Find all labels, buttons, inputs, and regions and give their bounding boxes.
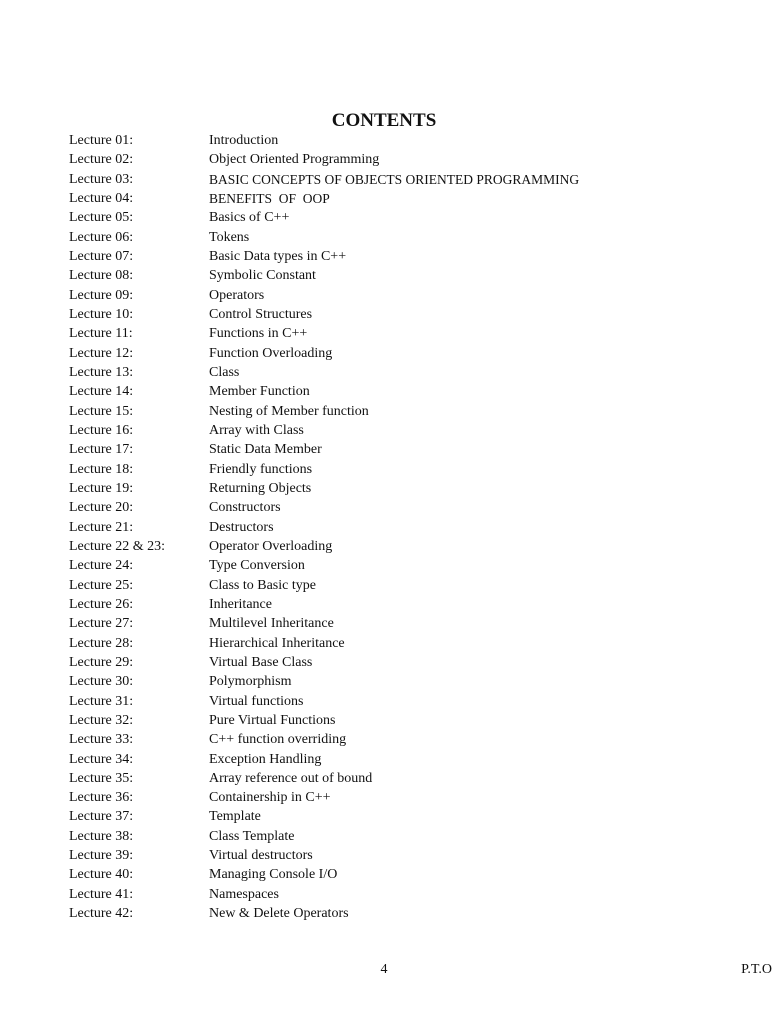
toc-row [69,421,759,440]
toc-row [69,556,759,575]
toc-row [69,885,759,904]
toc-row [69,634,759,653]
toc-row [69,614,759,633]
lecture-number: Lecture 26: [69,596,134,612]
lecture-topic: Class Template [209,828,295,844]
lecture-topic: New & Delete Operators [209,906,349,922]
lecture-topic: Operators [209,287,265,303]
toc-row [69,208,759,227]
lecture-topic: Functions in C++ [209,326,308,342]
toc-row [69,653,759,672]
lecture-topic: Tokens [209,229,250,245]
lecture-number: Lecture 24: [69,558,134,574]
toc-row [69,711,759,730]
lecture-number: Lecture 25: [69,577,134,593]
toc-row [69,750,759,769]
lecture-number: Lecture 34: [69,751,134,767]
toc-row [69,672,759,691]
lecture-topic: Template [209,809,261,825]
toc-row [69,305,759,324]
lecture-topic: Exception Handling [209,751,322,767]
toc-row [69,266,759,285]
lecture-number: Lecture 19: [69,480,134,496]
lecture-topic: Multilevel Inheritance [209,616,334,632]
lecture-topic: Virtual Base Class [209,654,313,670]
lecture-topic: Containership in C++ [209,790,331,806]
lecture-number: Lecture 33: [69,732,134,748]
lecture-topic: Object Oriented Programming [209,152,380,168]
lecture-topic: BENEFITS OF OOP [209,190,330,206]
lecture-number: Lecture 08: [69,268,134,284]
toc-row [69,595,759,614]
lecture-number: Lecture 37: [69,809,134,825]
toc-row [69,518,759,537]
lecture-topic: Pure Virtual Functions [209,712,336,728]
toc-row [69,344,759,363]
lecture-topic: Control Structures [209,306,313,322]
toc-row [69,150,759,169]
lecture-number: Lecture 14: [69,384,134,400]
lecture-number: Lecture 10: [69,306,134,322]
lecture-number: Lecture 02: [69,152,134,168]
lecture-topic: Hierarchical Inheritance [209,635,345,651]
lecture-number: Lecture 15: [69,403,134,419]
lecture-topic: Virtual destructors [209,848,313,864]
lecture-topic: Operator Overloading [209,538,333,554]
lecture-topic: C++ function overriding [209,732,347,748]
lecture-number: Lecture 07: [69,248,134,264]
lecture-number: Lecture 01: [69,133,134,148]
lecture-number: Lecture 30: [69,674,134,690]
lecture-topic: Class to Basic type [209,577,316,593]
lecture-number: Lecture 04: [69,190,134,206]
lecture-topic: Array reference out of bound [209,770,373,786]
toc-row [69,537,759,556]
toc-row [69,692,759,711]
toc-row [69,247,759,266]
toc-row [69,865,759,884]
lecture-topic: Member Function [209,384,310,400]
toc-row [69,730,759,749]
toc-row [69,324,759,343]
lecture-number: Lecture 28: [69,635,134,651]
lecture-number: Lecture 11: [69,326,133,342]
lecture-topic: Function Overloading [209,345,333,361]
toc-row [69,286,759,305]
lecture-number: Lecture 05: [69,210,134,226]
lecture-topic: Array with Class [209,422,304,438]
toc-row [69,170,759,189]
toc-row [69,769,759,788]
toc-row [69,440,759,459]
toc-row [69,827,759,846]
toc-row [69,382,759,401]
lecture-topic: Basics of C++ [209,210,290,226]
toc-row [69,498,759,517]
lecture-topic: Friendly functions [209,461,313,477]
lecture-number: Lecture 29: [69,654,134,670]
lecture-number: Lecture 09: [69,287,134,303]
toc-row [69,807,759,826]
lecture-number: Lecture 40: [69,867,134,883]
toc-row [69,904,759,923]
lecture-topic: Returning Objects [209,480,312,496]
lecture-number: Lecture 31: [69,693,134,709]
lecture-number: Lecture 42: [69,906,134,922]
toc-row [69,460,759,479]
lecture-topic: Virtual functions [209,693,304,709]
lecture-topic: Namespaces [209,886,279,902]
page-title: CONTENTS [331,110,437,131]
toc-row [69,228,759,247]
lecture-number: Lecture 03: [69,171,134,187]
pto-note: P.T.O [741,962,772,977]
toc-row [69,402,759,421]
lecture-number: Lecture 22 & 23: [69,538,166,554]
toc-row [69,479,759,498]
lecture-number: Lecture 21: [69,519,134,535]
lecture-topic: Polymorphism [209,674,292,690]
lecture-number: Lecture 16: [69,422,134,438]
toc-row [69,363,759,382]
lecture-topic: Static Data Member [209,442,322,458]
table-of-contents [69,131,759,923]
toc-row [69,189,759,208]
lecture-topic: Managing Console I/O [209,867,338,883]
lecture-number: Lecture 27: [69,616,134,632]
lecture-number: Lecture 32: [69,712,134,728]
lecture-topic: Basic Data types in C++ [209,248,347,264]
lecture-topic: Class [209,364,240,380]
toc-row [69,576,759,595]
toc-row [69,131,759,150]
lecture-number: Lecture 17: [69,442,134,458]
lecture-number: Lecture 18: [69,461,134,477]
lecture-topic: Nesting of Member function [209,403,369,419]
lecture-number: Lecture 41: [69,886,134,902]
lecture-number: Lecture 38: [69,828,134,844]
lecture-topic: Constructors [209,500,281,516]
toc-row [69,846,759,865]
lecture-topic: Inheritance [209,596,272,612]
lecture-number: Lecture 39: [69,848,134,864]
lecture-number: Lecture 35: [69,770,134,786]
lecture-number: Lecture 20: [69,500,134,516]
toc-row [69,788,759,807]
lecture-topic: BASIC CONCEPTS OF OBJECTS ORIENTED PROGRAMMING [209,171,580,187]
lecture-topic: Destructors [209,519,274,535]
lecture-number: Lecture 06: [69,229,134,245]
lecture-topic: Symbolic Constant [209,268,316,284]
lecture-number: Lecture 36: [69,790,134,806]
lecture-number: Lecture 12: [69,345,134,361]
lecture-number: Lecture 13: [69,364,134,380]
page-number: 4 [380,962,388,977]
lecture-topic: Introduction [209,133,279,148]
lecture-topic: Type Conversion [209,558,305,574]
